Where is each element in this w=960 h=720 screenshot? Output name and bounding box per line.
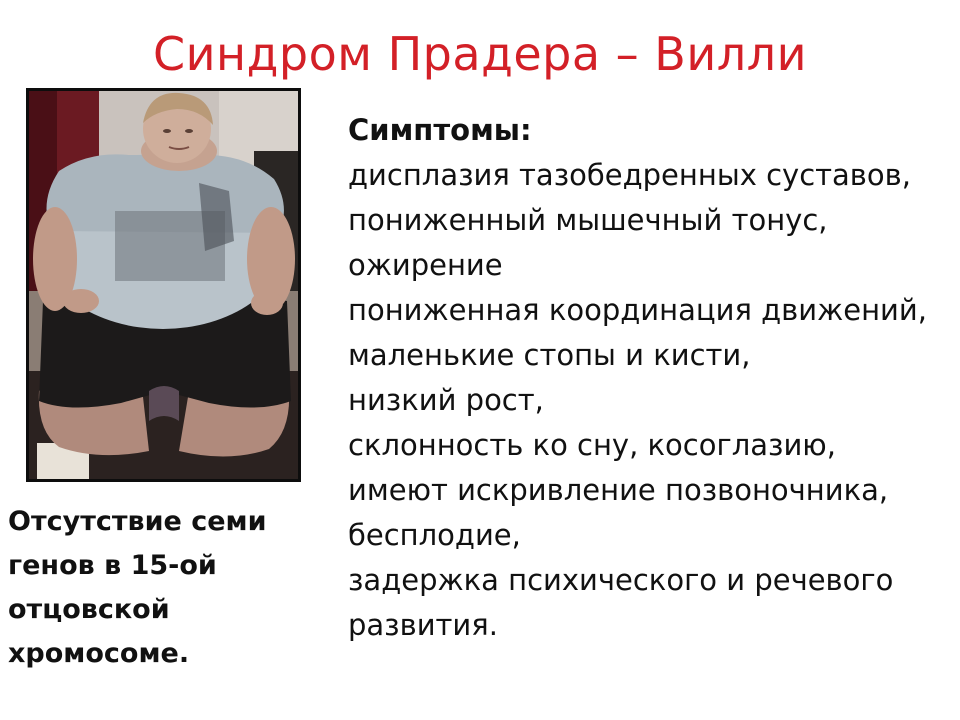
symptom-item: развития. [348,608,498,642]
symptom-item: ожирение [348,248,503,282]
symptom-item: маленькие стопы и кисти, [348,338,751,372]
person-photo-icon [29,91,298,479]
caption-line: Отсутствие семи [8,506,267,537]
symptoms-heading: Симптомы: [348,113,532,147]
symptom-item: пониженный мышечный тонус, [348,203,828,237]
symptom-item: дисплазия тазобедренных суставов, [348,158,911,192]
caption-line: генов в 15-ой [8,550,217,581]
chromosome-caption [8,500,298,676]
caption-line: хромосоме. [8,638,190,669]
symptoms-list [348,108,948,648]
symptom-item: бесплодие, [348,518,521,552]
symptom-item: низкий рост, [348,383,544,417]
slide-title: Синдром Прадера – Вилли [153,27,807,81]
symptom-item: имеют искривление позвоночника, [348,473,889,507]
caption-line: отцовской [8,594,170,625]
symptom-item: склонность ко сну, косоглазию, [348,428,836,462]
symptom-item: задержка психического и речевого [348,563,894,597]
symptom-item: пониженная координация движений, [348,293,927,327]
patient-photo [26,88,301,482]
